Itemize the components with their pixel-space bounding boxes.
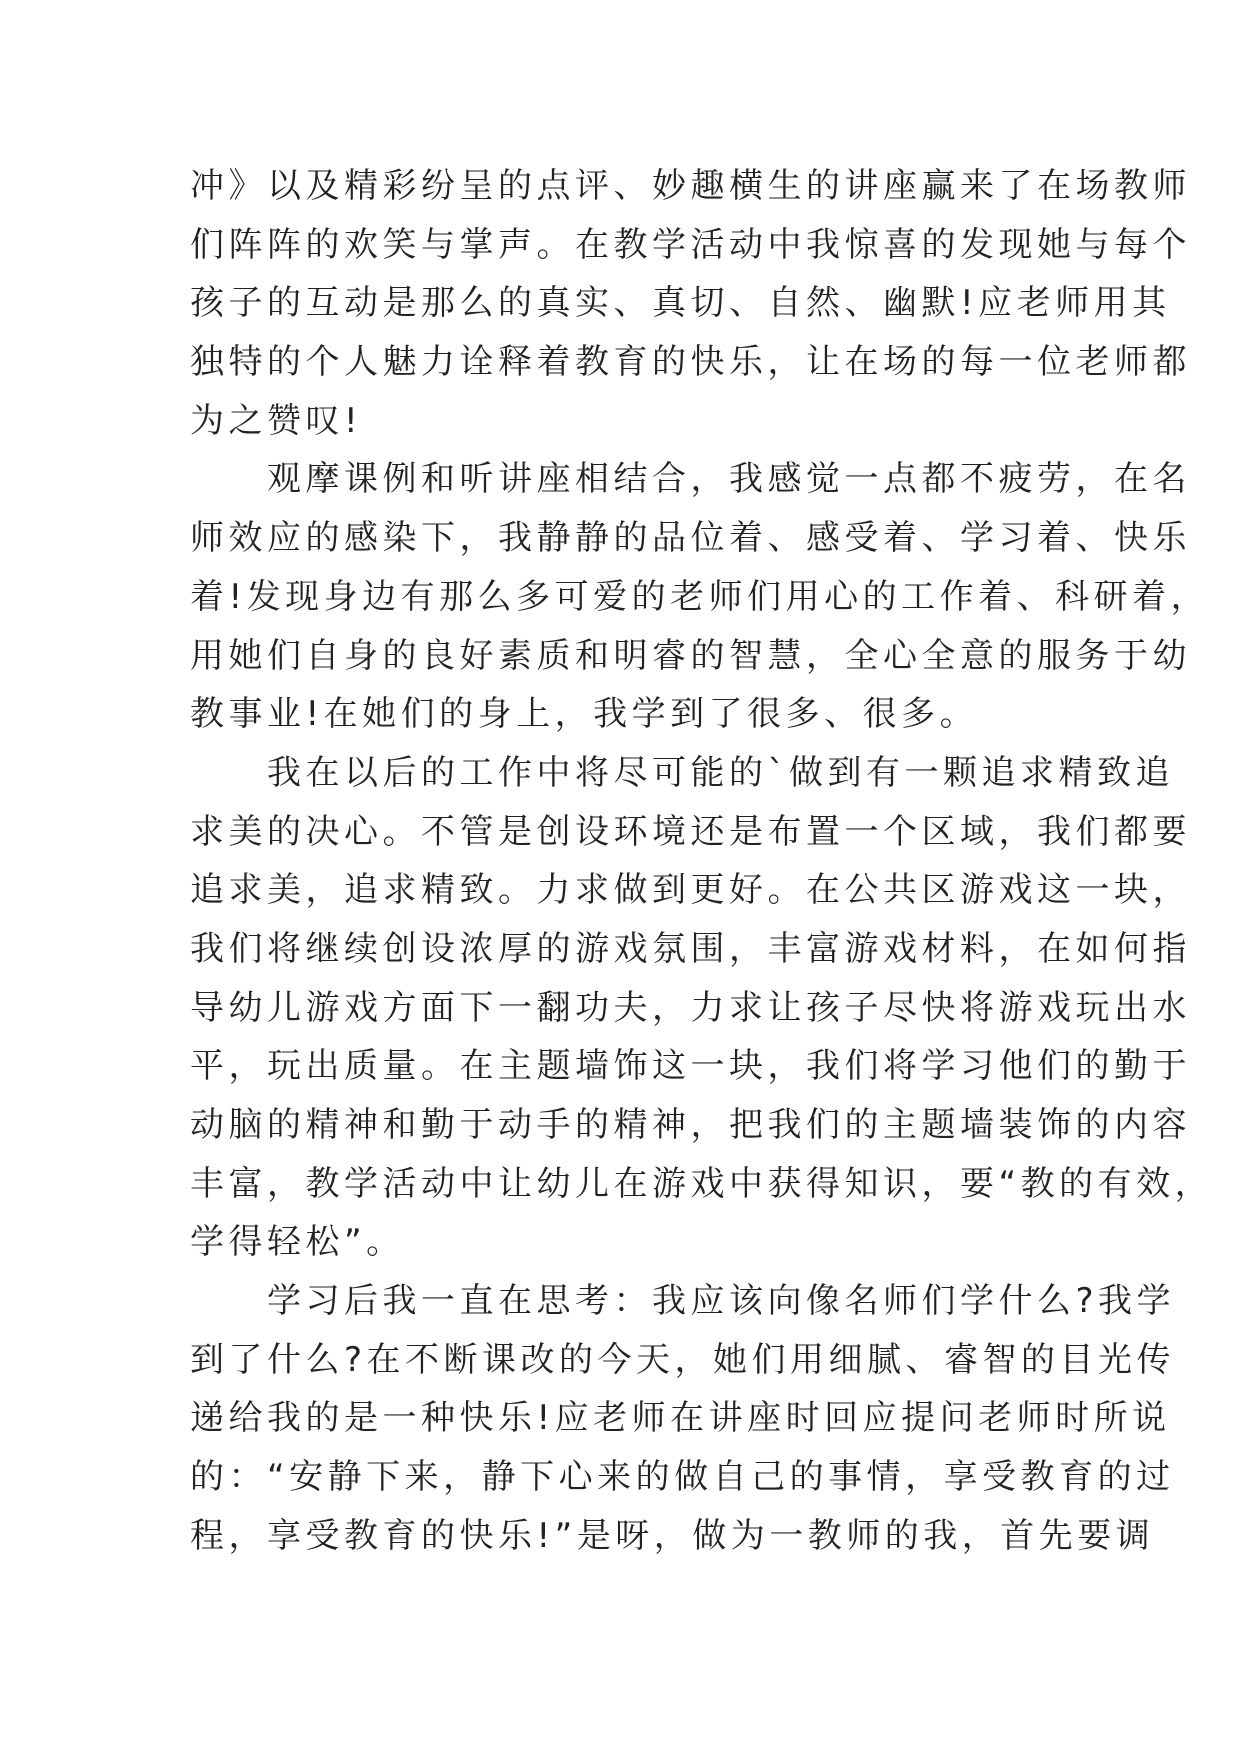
text-line: 我们将继续创设浓厚的游戏氛围，丰富游戏材料，在如何指 bbox=[190, 928, 1191, 969]
text-line: 孩子的互动是那么的真实、真切、自然、幽默!应老师用其 bbox=[190, 283, 1171, 324]
text-line: 到了什么?在不断课改的今天，她们用细腻、睿智的目光传 bbox=[190, 1339, 1176, 1380]
text-line: 追求美，追求精致。力求做到更好。在公共区游戏这一块， bbox=[190, 870, 1191, 911]
text-line: 的：“安静下来，静下心来的做自己的事情，享受教育的过 bbox=[190, 1457, 1175, 1498]
text-line: 学得轻松”。 bbox=[190, 1222, 405, 1263]
text-line: 求美的决心。不管是创设环境还是布置一个区域，我们都要 bbox=[190, 811, 1191, 852]
text-line: 丰富，教学活动中让幼儿在游戏中获得知识，要“教的有效， bbox=[190, 1163, 1214, 1204]
text-line: 着!发现身边有那么多可爱的老师们用心的工作着、科研着， bbox=[190, 576, 1210, 617]
text-line: 冲》以及精彩纷呈的点评、妙趣横生的讲座赢来了在场教师 bbox=[190, 166, 1191, 206]
text-line: 观摩课例和听讲座相结合，我感觉一点都不疲劳，在名 bbox=[190, 459, 1191, 500]
text-line: 动脑的精神和勤于动手的精神，把我们的主题墙装饰的内容 bbox=[190, 1105, 1191, 1145]
text-line: 独特的个人魅力诠释着教育的快乐，让在场的每一位老师都 bbox=[190, 342, 1191, 383]
text-line: 为之赞叹! bbox=[190, 400, 363, 441]
text-line: 教事业!在她们的身上，我学到了很多、很多。 bbox=[190, 694, 979, 735]
text-line: 用她们自身的良好素质和明睿的智慧，全心全意的服务于幼 bbox=[190, 635, 1191, 676]
text-line: 我在以后的工作中将尽可能的`做到有一颗追求精致追 bbox=[190, 752, 1174, 793]
text-line: 师效应的感染下，我静静的品位着、感受着、学习着、快乐 bbox=[190, 518, 1191, 559]
text-line: 导幼儿游戏方面下一翻功夫，力求让孩子尽快将游戏玩出水 bbox=[190, 987, 1191, 1028]
body-text bbox=[190, 157, 1214, 1566]
text-line: 平，玩出质量。在主题墙饰这一块，我们将学习他们的勤于 bbox=[190, 1046, 1191, 1087]
text-line: 学习后我一直在思考：我应该向像名师们学什么?我学 bbox=[190, 1281, 1176, 1322]
text-line: 程，享受教育的快乐!”是呀，做为一教师的我，首先要调 bbox=[190, 1515, 1155, 1556]
text-line: 们阵阵的欢笑与掌声。在教学活动中我惊喜的发现她与每个 bbox=[190, 224, 1191, 265]
text-line: 递给我的是一种快乐!应老师在讲座时回应提问老师时所说 bbox=[190, 1398, 1171, 1439]
